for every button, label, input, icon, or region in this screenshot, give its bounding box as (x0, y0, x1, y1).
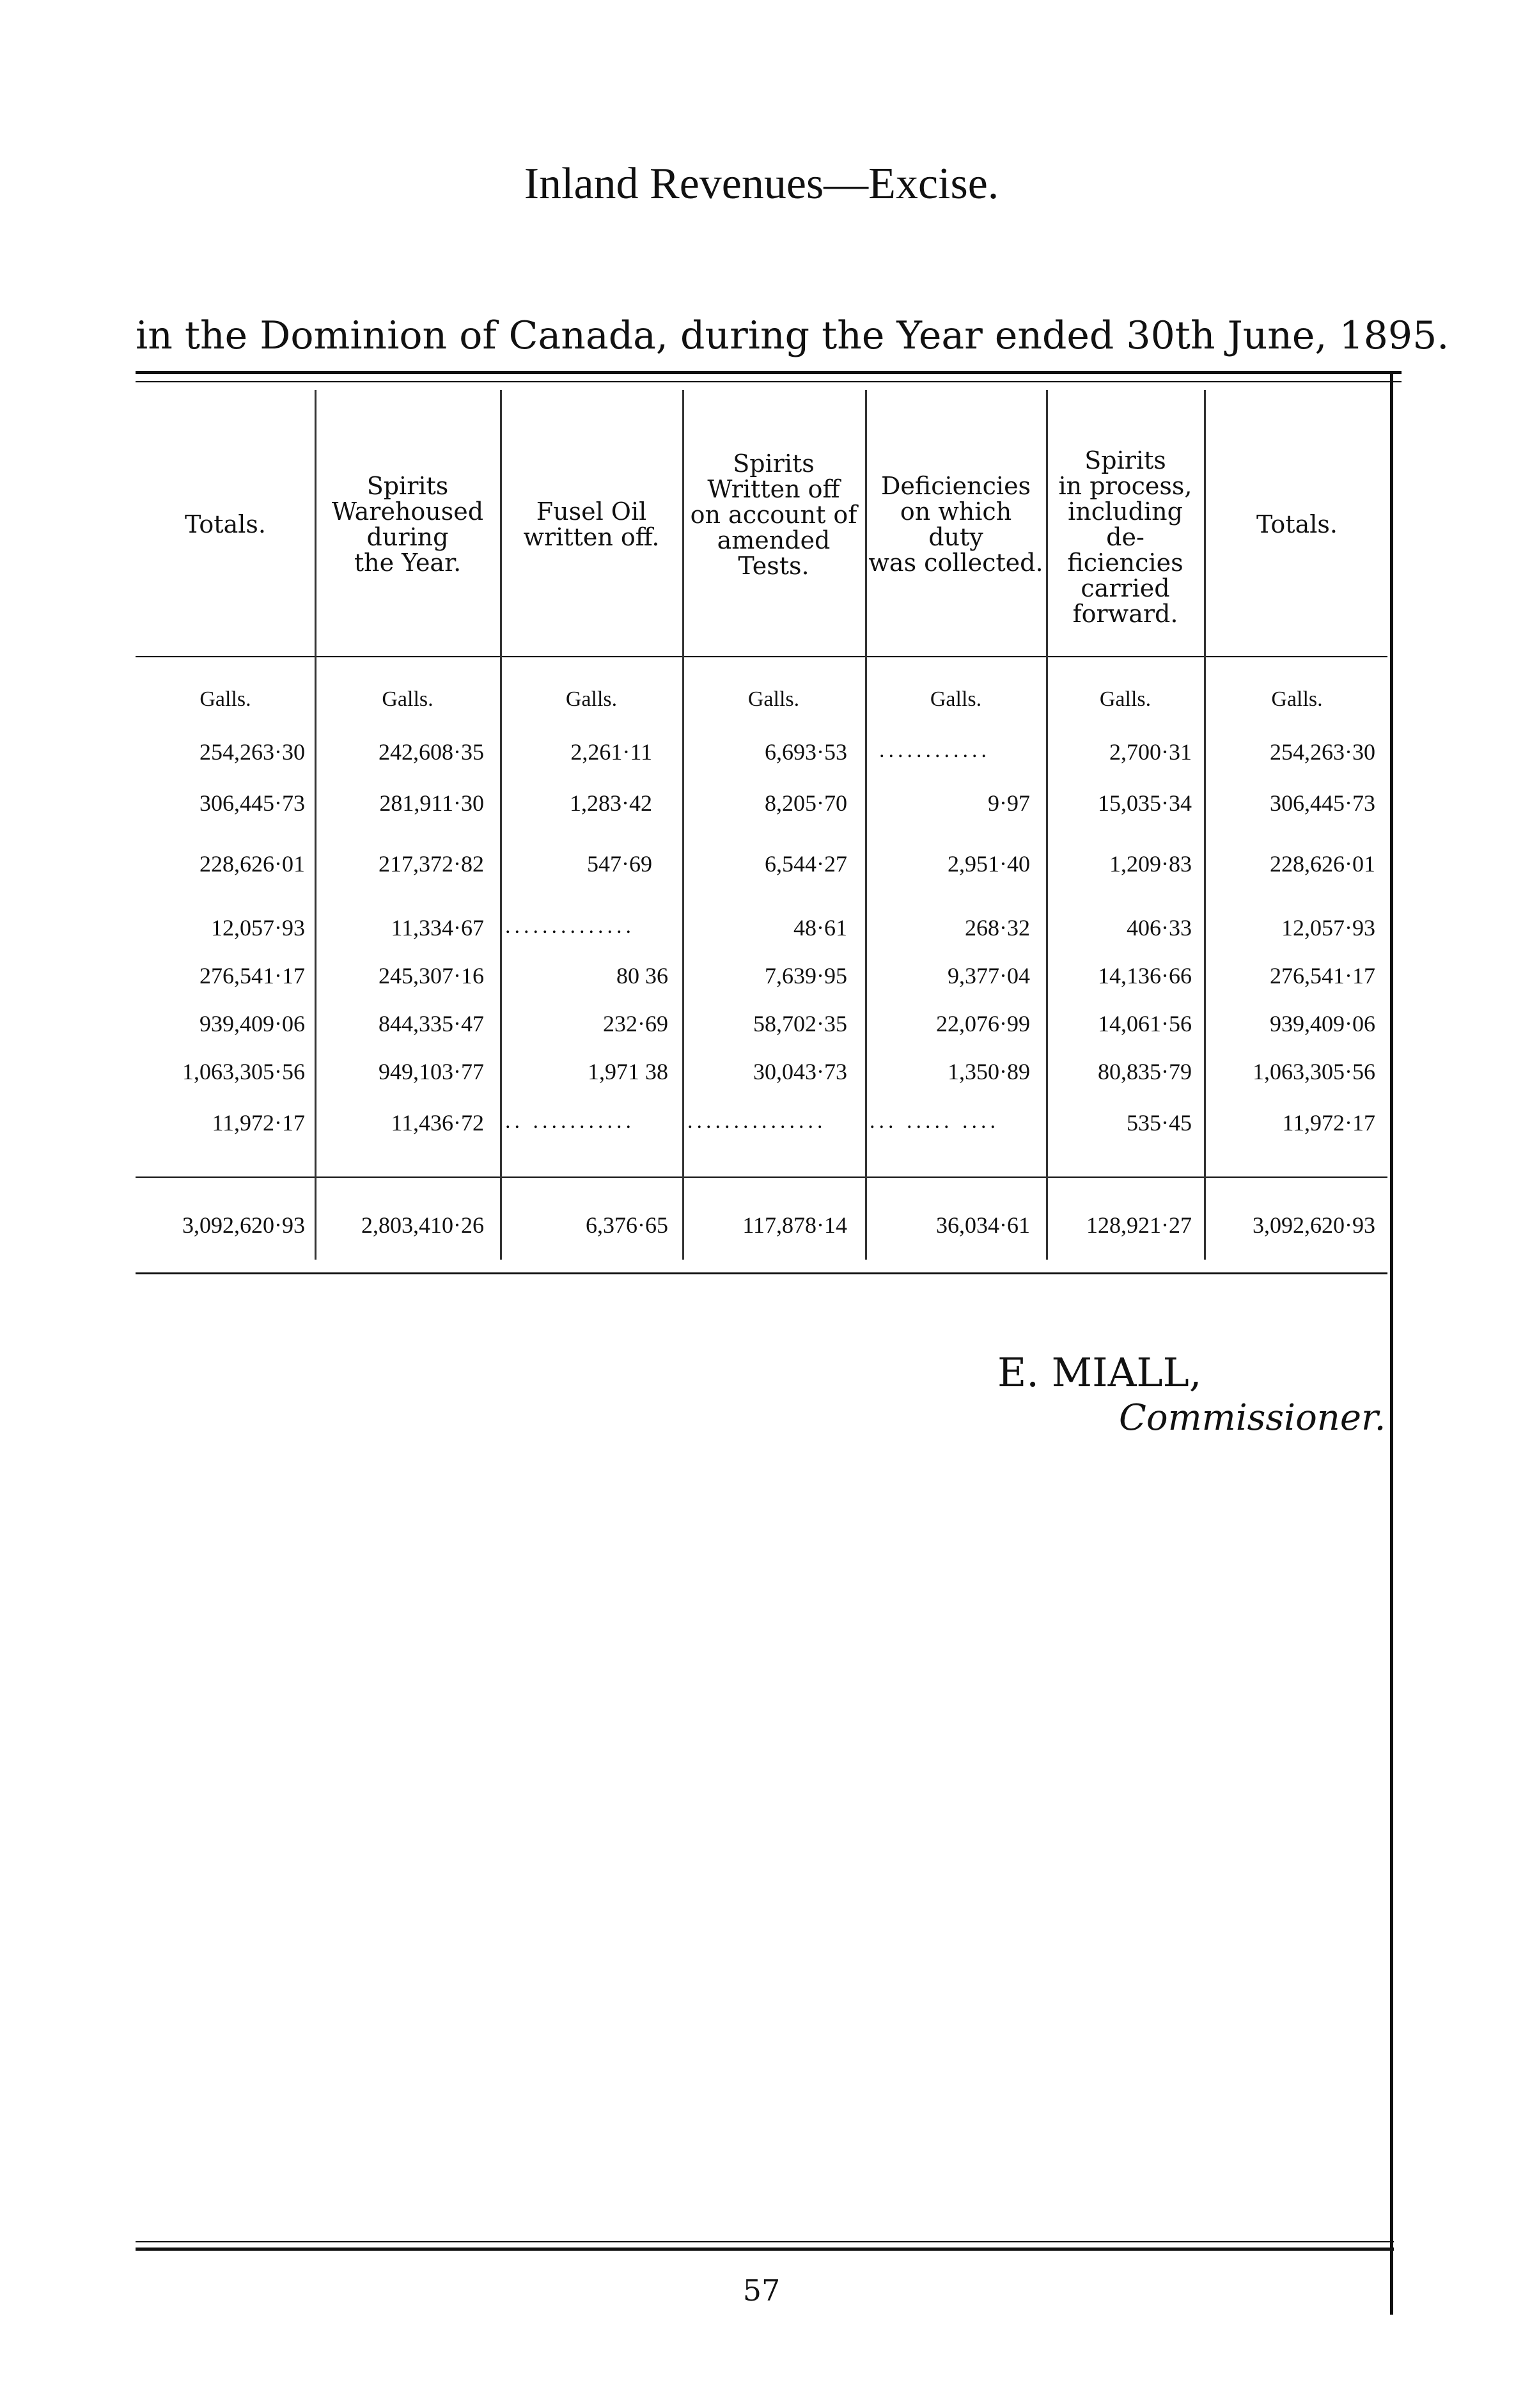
table-cell: 1,350·89 (948, 1059, 1030, 1084)
table-cell: 30,043·73 (753, 1059, 847, 1084)
table-cell: 80,835·79 (1098, 1059, 1192, 1084)
column-header-totals-right: Totals. (1256, 510, 1338, 538)
table-top-rule-thin (136, 381, 1402, 382)
table-cell: 11,972·17 (1282, 1110, 1375, 1136)
column-header-spirits-warehoused: Spirits Warehoused during the Year. (331, 472, 484, 577)
table-cell: 58,702·35 (753, 1011, 847, 1036)
total-cell: 3,092,620·93 (1253, 1212, 1375, 1238)
table-cell: 1,063,305·56 (182, 1059, 305, 1084)
table-cell: 949,103·77 (379, 1059, 484, 1084)
page-number: 57 (742, 2273, 781, 2308)
table-cell: 14,061·56 (1098, 1011, 1192, 1036)
table-cell: 306,445·73 (199, 790, 305, 816)
table-cell: 406·33 (1127, 915, 1192, 941)
table-top-rule (136, 371, 1402, 374)
table-cell: 9·97 (988, 790, 1030, 816)
unit-label: Galls. (747, 687, 800, 711)
column-header-spirits-in-process: Spirits in process, including de- ficiencies carried forward. (1058, 446, 1192, 628)
table-cell: 228,626·01 (1270, 851, 1375, 877)
table-cell: 2,700·31 (1109, 739, 1192, 765)
table-cell: 14,136·66 (1098, 963, 1192, 989)
total-cell: 6,376·65 (586, 1212, 668, 1238)
table-cell: 48·61 (793, 915, 847, 941)
totals-top-rule (136, 1177, 1387, 1178)
table-cell: 232·69 (603, 1011, 668, 1036)
unit-label: Galls. (1099, 687, 1152, 711)
table-cell: 276,541·17 (199, 963, 305, 989)
table-cell: 22,076·99 (936, 1011, 1030, 1036)
table-cell: 11,972·17 (212, 1110, 305, 1136)
table-cell: 939,409·06 (1270, 1011, 1375, 1036)
blank-entry-dots: .. ........... (505, 1109, 635, 1133)
column-header-fusel-oil: Fusel Oil written off. (523, 497, 660, 551)
total-cell: 117,878·14 (742, 1212, 847, 1238)
table-cell: 547·69 (587, 851, 652, 877)
table-bottom-rule (136, 1272, 1387, 1274)
table-cell: 242,608·35 (379, 739, 484, 765)
table-cell: 254,263·30 (1270, 739, 1375, 765)
table-cell: 281,911·30 (379, 790, 484, 816)
header-bottom-rule (136, 656, 1387, 657)
unit-label: Galls. (565, 687, 618, 711)
footer-rule-thin (136, 2241, 1394, 2242)
table-cell: 535·45 (1127, 1110, 1192, 1136)
blank-entry-dots: ... ..... .... (870, 1109, 999, 1133)
table-cell: 268·32 (965, 915, 1030, 941)
table-cell: 6,544·27 (765, 851, 847, 877)
total-cell: 2,803,410·26 (361, 1212, 484, 1238)
unit-label: Galls. (930, 687, 982, 711)
table-caption: in the Dominion of Canada, during the Year ended 30th June, 1895. (136, 313, 1449, 358)
blank-entry-dots: .............. (505, 914, 635, 938)
table-cell: 15,035·34 (1098, 790, 1192, 816)
table-cell: 939,409·06 (199, 1011, 305, 1036)
table-cell: 7,639·95 (765, 963, 847, 989)
page-title: Inland Revenues—Excise. (524, 159, 999, 208)
table-cell: 228,626·01 (199, 851, 305, 877)
right-border-rule (1390, 371, 1393, 2315)
table-cell: 1,283·42 (570, 790, 652, 816)
table-cell: 6,693·53 (765, 739, 847, 765)
blank-entry-dots: ............... (687, 1109, 827, 1133)
footer-rule-thick (136, 2248, 1394, 2251)
signatory-name: E. MIALL, (997, 1349, 1202, 1396)
column-header-spirits-written-off: Spirits Written off on account of amended Tests. (690, 450, 857, 580)
unit-label: Galls. (1271, 687, 1323, 711)
table-cell: 306,445·73 (1270, 790, 1375, 816)
table-cell: 9,377·04 (948, 963, 1030, 989)
table-cell: 12,057·93 (211, 915, 305, 941)
table-cell: 245,307·16 (379, 963, 484, 989)
table-cell: 1,971 38 (588, 1059, 668, 1084)
unit-label: Galls. (382, 687, 433, 711)
table-cell: 276,541·17 (1270, 963, 1375, 989)
table-cell: 11,334·67 (391, 915, 484, 941)
table-cell: 12,057·93 (1281, 915, 1375, 941)
total-cell: 3,092,620·93 (182, 1212, 305, 1238)
table-cell: 2,261·11 (570, 739, 652, 765)
table-cell: 254,263·30 (199, 739, 305, 765)
column-header-deficiencies: Deficiencies on which duty was collected. (868, 472, 1043, 577)
table-cell: 2,951·40 (948, 851, 1030, 877)
table-cell: 1,209·83 (1109, 851, 1192, 877)
table-cell: 844,335·47 (379, 1011, 484, 1036)
table-cell: 8,205·70 (765, 790, 847, 816)
table-cell: 1,063,305·56 (1253, 1059, 1375, 1084)
total-cell: 128,921·27 (1086, 1212, 1192, 1238)
signatory-title: Commissioner. (1119, 1397, 1386, 1439)
table-cell: 217,372·82 (379, 851, 484, 877)
unit-label: Galls. (199, 687, 251, 711)
blank-entry-dots: ............ (879, 739, 990, 762)
column-header-totals: Totals. (185, 510, 266, 538)
table-cell: 80 36 (616, 963, 668, 989)
table-cell: 11,436·72 (391, 1110, 484, 1136)
total-cell: 36,034·61 (936, 1212, 1030, 1238)
